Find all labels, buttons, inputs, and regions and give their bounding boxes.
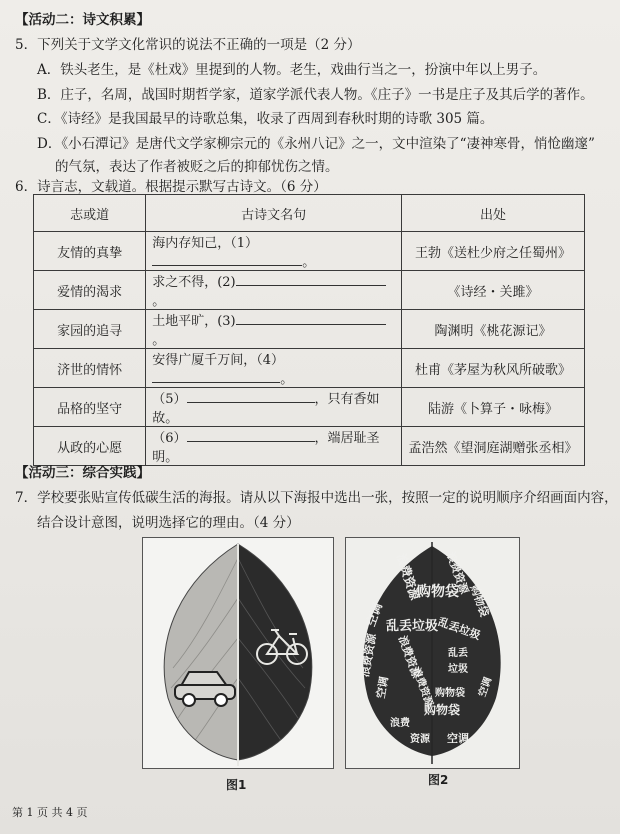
row-verse — [146, 232, 402, 271]
row-theme: 家园的追寻 — [34, 310, 146, 349]
verse-prefix: （6） — [152, 431, 187, 446]
section-3-heading: 【活动三：综合实践】 — [15, 465, 150, 481]
row-source: 杜甫《茅屋为秋风所破歌》 — [402, 349, 585, 388]
answer-blank-3[interactable] — [236, 312, 386, 325]
section-2-heading: 【活动二：诗文积累】 — [15, 12, 150, 28]
table-header-row — [34, 195, 585, 232]
poem-fill-table — [33, 194, 585, 466]
table-row — [34, 349, 585, 388]
row-source: 孟浩然《望洞庭湖赠张丞相》 — [402, 427, 585, 466]
poster-word: 乱丢垃圾 — [385, 619, 439, 634]
verse-prefix: （5） — [152, 392, 187, 407]
row-verse — [146, 271, 402, 310]
row-theme: 友情的真挚 — [34, 232, 146, 271]
row-theme: 爱情的渴求 — [34, 271, 146, 310]
poster-word: 浪费资源 — [410, 666, 435, 708]
table-row — [34, 232, 585, 271]
q5-option-b: B．庄子，名周，战国时期哲学家，道家学派代表人物。《庄子》一书是庄子及其后学的著作。 — [37, 87, 594, 103]
q5-option-a: A．铁头老生，是《杜戏》里提到的人物。老生，戏曲行当之一，扮演中年以上男子。 — [37, 62, 547, 78]
question-6-stem: 6．诗言志，文载道。根据提示默写古诗文。（6 分） — [15, 179, 327, 195]
poster-word: 购物袋 — [423, 703, 461, 717]
verse-prefix: 求之不得，(2) — [152, 275, 236, 290]
poster-word: 购物袋 — [467, 583, 492, 619]
poster-word: 浪费资源 — [358, 632, 379, 679]
table-row — [34, 271, 585, 310]
row-theme: 从政的心愿 — [34, 427, 146, 466]
poster-figure-1[interactable] — [142, 537, 334, 769]
poster-word: 浪费资源 — [443, 549, 471, 596]
poster-word: 资源 — [410, 734, 430, 745]
poster-figure-2[interactable] — [345, 537, 520, 769]
poster-word: 购物袋 — [435, 688, 465, 699]
question-7-line1: 7．学校要张贴宣传低碳生活的海报。请从以下海报中选出一张，按照一定的说明顺序介绍画面内容， — [15, 490, 618, 506]
q5-option-d-continued: 的气氛，表达了作者被贬之后的抑郁忧伤之情。 — [55, 159, 339, 175]
header-source: 出处 — [402, 195, 585, 232]
poster-word: 空调 — [363, 600, 385, 629]
poster-word: 浪费资源 — [395, 633, 423, 680]
table-row — [34, 388, 585, 427]
verse-suffix: ，端居耻圣明。 — [152, 431, 380, 465]
q5-option-d: D．《小石潭记》是唐代文学家柳宗元的《永州八记》之一，文中渲染了“凄神寒骨，悄怆幽邃” — [37, 136, 595, 152]
header-verse: 古诗文名句 — [146, 195, 402, 232]
answer-blank-5[interactable] — [187, 390, 315, 403]
row-verse — [146, 310, 402, 349]
verse-prefix: 海内存知己，（1） — [152, 236, 258, 251]
poster-word: 空调 — [374, 675, 391, 700]
row-theme: 品格的坚守 — [34, 388, 146, 427]
verse-suffix: 。 — [302, 255, 316, 270]
row-source: 王勃《送杜少府之任蜀州》 — [402, 232, 585, 271]
q5-option-c: C．《诗经》是我国最早的诗歌总集，收录了西周到春秋时期的诗歌 305 篇。 — [37, 111, 494, 127]
page-footer: 第 1 页 共 4 页 — [12, 806, 88, 819]
figure-2-caption: 图2 — [428, 773, 449, 787]
verse-suffix: ，只有香如故。 — [152, 392, 380, 426]
poster-word: 垃圾 — [448, 664, 468, 675]
verse-suffix: 。 — [280, 372, 294, 387]
verse-prefix: 安得广厦千万间，（4） — [152, 353, 284, 368]
row-verse — [146, 427, 402, 466]
answer-blank-6[interactable] — [187, 429, 315, 442]
poster-word: 浪费 — [390, 718, 410, 729]
answer-blank-4[interactable] — [152, 370, 280, 383]
table-row — [34, 427, 585, 466]
figure-1-caption: 图1 — [226, 778, 247, 792]
verse-prefix: 土地平旷，(3) — [152, 314, 236, 329]
poster-word: 乱丢 — [448, 648, 468, 659]
header-theme: 志或道 — [34, 195, 146, 232]
poster-word: 乱丢垃圾 — [436, 615, 483, 643]
row-verse — [146, 349, 402, 388]
verse-suffix: 。 — [152, 333, 166, 348]
row-theme: 济世的情怀 — [34, 349, 146, 388]
row-verse — [146, 388, 402, 427]
answer-blank-1[interactable] — [152, 253, 302, 266]
question-7-line2: 结合设计意图，说明选择它的理由。（4 分） — [37, 515, 300, 531]
verse-suffix: 。 — [152, 294, 166, 309]
leaf-poster-1-illustration — [143, 538, 333, 768]
row-source: 陶渊明《桃花源记》 — [402, 310, 585, 349]
table-row — [34, 310, 585, 349]
row-source: 《诗经・关雎》 — [402, 271, 585, 310]
poster-word: 空调 — [447, 732, 469, 745]
poster-word: 空调 — [477, 675, 495, 699]
poster-word: 浪费资源 — [393, 551, 422, 602]
answer-blank-2[interactable] — [236, 273, 386, 286]
poster-word: 购物袋 — [417, 584, 459, 600]
leaf-poster-2-illustration — [346, 538, 519, 768]
question-5-stem: 5．下列关于文学文化常识的说法不正确的一项是（2 分） — [15, 37, 361, 53]
row-source: 陆游《卜算子・咏梅》 — [402, 388, 585, 427]
